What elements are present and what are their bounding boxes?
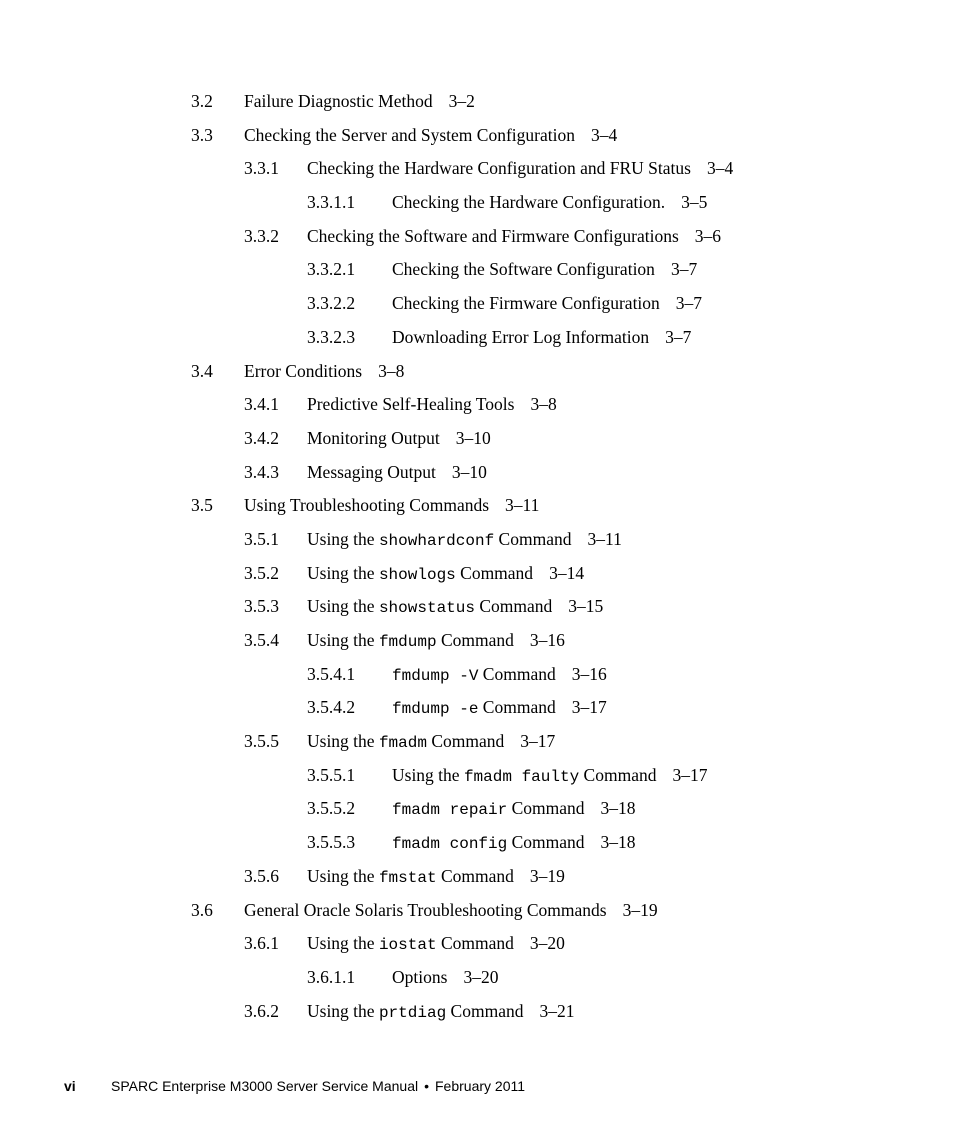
title-text: Command: [494, 528, 572, 549]
toc-entry-number: 3.6.2: [244, 1000, 279, 1021]
toc-entry-title: [244, 84, 475, 118]
toc-entry-title: [307, 859, 565, 895]
toc-entry-page: 3–10: [455, 427, 491, 448]
toc-entry-page: 3–20: [529, 933, 565, 954]
toc-entry[interactable]: [0, 859, 954, 893]
toc-entry[interactable]: [0, 421, 954, 455]
toc-entry-page: 3–17: [672, 764, 708, 785]
toc-entry[interactable]: [0, 185, 954, 219]
toc-entry-title: [392, 758, 707, 794]
toc-entry-title: [307, 421, 491, 455]
toc-entry-number: 3.3.2.1: [307, 259, 356, 280]
footer-bullet: •: [424, 1078, 429, 1094]
title-text: Using the: [307, 1000, 379, 1021]
title-text: Checking the Firmware Configuration: [392, 293, 660, 314]
toc-entry-page: 3–7: [665, 326, 692, 347]
toc-entry-page: 3–8: [378, 360, 405, 381]
toc-entry[interactable]: [0, 455, 954, 489]
toc-entry-number: 3.6.1.1: [307, 966, 356, 987]
toc-entry-page: 3–15: [568, 596, 604, 617]
toc-entry-title: [307, 556, 584, 592]
toc-entry[interactable]: [0, 286, 954, 320]
toc-entry-page: 3–19: [622, 899, 658, 920]
title-text: Command: [579, 764, 657, 785]
toc-entry-page: 3–11: [505, 495, 540, 516]
toc-entry-title: [307, 623, 565, 659]
toc-entry[interactable]: [0, 623, 954, 657]
toc-entry-page: 3–4: [706, 158, 734, 179]
command-name: fmdump: [378, 633, 437, 651]
toc-entry-page: 3–7: [675, 293, 703, 314]
title-text: Using the: [307, 933, 379, 954]
title-text: Command: [436, 630, 514, 650]
toc-entry-page: 3–16: [571, 663, 607, 684]
toc-entry-page: 3–19: [529, 865, 565, 886]
toc-entry-number: 3.4.3: [244, 461, 279, 482]
title-text: Checking the Hardware Configuration and FRU Status: [307, 158, 691, 179]
toc-entry-number: 3.5.3: [244, 596, 279, 617]
toc-entry-title: [244, 893, 658, 927]
toc-entry-number: 3.5.5: [244, 731, 279, 752]
toc-entry-title: [307, 387, 557, 421]
toc-entry-title: [392, 825, 636, 861]
toc-entry-title: [307, 724, 555, 760]
toc-entry[interactable]: [0, 758, 954, 792]
toc-entry-page: 3–11: [587, 528, 622, 549]
toc-entry[interactable]: [0, 589, 954, 623]
toc-entry[interactable]: [0, 522, 954, 556]
title-text: Using the: [307, 562, 379, 583]
toc-entry-title: [392, 286, 702, 320]
title-text: Checking the Software Configuration: [392, 259, 655, 280]
toc-entry-title: [244, 118, 617, 152]
title-text: Command: [478, 697, 556, 718]
toc-entry-page: 3–7: [670, 259, 698, 280]
toc-entry-title: [307, 455, 487, 489]
title-text: Command: [474, 596, 553, 617]
toc-entry[interactable]: [0, 118, 954, 152]
toc-entry[interactable]: [0, 219, 954, 253]
title-text: Checking the Hardware Configuration.: [392, 192, 666, 213]
toc-entry-number: 3.4: [191, 360, 213, 381]
title-text: Command: [426, 731, 505, 752]
toc-entry-number: 3.5.4: [244, 630, 279, 650]
toc-entry-title: [307, 219, 721, 253]
toc-entry-page: 3–18: [600, 798, 636, 819]
command-name: fmadm config: [392, 835, 508, 854]
title-text: Command: [455, 562, 534, 583]
page-number: vi: [64, 1078, 76, 1094]
toc-entry-page: 3–17: [571, 697, 607, 718]
toc-entry-page: 3–17: [520, 731, 556, 752]
title-text: Checking the Software and Firmware Configurations: [307, 225, 679, 246]
toc-entry[interactable]: [0, 994, 954, 1028]
toc-entry-title: [307, 522, 622, 558]
toc-entry-number: 3.5: [191, 495, 213, 516]
toc-entry-number: 3.5.2: [244, 562, 279, 583]
toc-entry[interactable]: [0, 690, 954, 724]
title-text: Using Troubleshooting Commands: [244, 495, 490, 516]
title-text: Command: [507, 798, 585, 819]
toc-entry-number: 3.5.6: [244, 865, 279, 886]
title-text: Using the: [307, 528, 379, 549]
title-text: Using the: [392, 764, 464, 785]
title-text: Using the: [307, 731, 379, 752]
toc-entry-page: 3–5: [681, 192, 708, 213]
command-name: fmadm faulty: [463, 767, 580, 786]
manual-title: SPARC Enterprise M3000 Server Service Manual: [111, 1078, 419, 1094]
toc-entry-page: 3–6: [694, 225, 722, 246]
toc-entry[interactable]: [0, 657, 954, 691]
title-text: Command: [436, 933, 514, 954]
title-text: Messaging Output: [307, 461, 436, 482]
toc-entry[interactable]: [0, 151, 954, 185]
command-name: showhardconf: [378, 531, 495, 550]
command-name: fmdump -e: [392, 700, 479, 719]
toc-entry-page: 3–8: [530, 394, 557, 415]
toc-entry-number: 3.3.2: [244, 225, 279, 246]
toc-entry-number: 3.5.4.1: [307, 663, 356, 684]
toc-entry-page: 3–4: [590, 124, 618, 145]
toc-entry[interactable]: [0, 791, 954, 825]
toc-entry-number: 3.2: [191, 91, 213, 111]
command-name: showlogs: [378, 565, 456, 584]
toc-entry-title: [392, 252, 697, 286]
toc-entry-number: 3.4.2: [244, 427, 279, 448]
command-name: prtdiag: [378, 1003, 447, 1022]
toc-entry-title: [307, 589, 603, 625]
footer-text: [111, 1078, 525, 1094]
title-text: Command: [507, 832, 585, 853]
toc-entry-title: [392, 791, 636, 827]
toc-entry[interactable]: [0, 252, 954, 286]
toc-entry-title: [392, 320, 691, 354]
toc-entry[interactable]: [0, 724, 954, 758]
table-of-contents: [0, 84, 954, 1027]
title-text: Using the: [307, 630, 379, 650]
toc-entry-number: 3.4.1: [244, 394, 279, 415]
title-text: Downloading Error Log Information: [392, 326, 650, 347]
command-name: fmadm: [378, 734, 427, 753]
toc-entry-page: 3–18: [600, 832, 636, 853]
toc-entry-page: 3–20: [463, 966, 499, 987]
title-text: General Oracle Solaris Troubleshooting Commands: [244, 899, 607, 920]
title-text: Command: [478, 663, 556, 684]
toc-entry-number: 3.6.1: [244, 933, 279, 954]
toc-entry-number: 3.5.5.3: [307, 832, 356, 853]
title-text: Checking the Server and System Configuration: [244, 124, 575, 145]
title-text: Command: [436, 865, 514, 886]
title-text: Command: [446, 1000, 524, 1021]
toc-entry-title: [392, 690, 607, 726]
toc-entry-number: 3.3.1.1: [307, 192, 356, 213]
publication-date: February 2011: [435, 1078, 526, 1094]
toc-entry-number: 3.3: [191, 124, 213, 145]
toc-entry-number: 3.3.2.2: [307, 293, 356, 314]
toc-entry-page: 3–14: [549, 562, 585, 583]
toc-entry[interactable]: [0, 354, 954, 388]
title-text: Monitoring Output: [307, 427, 440, 448]
title-text: Options: [392, 966, 448, 987]
toc-entry[interactable]: [0, 893, 954, 927]
title-text: Failure Diagnostic Method: [244, 91, 433, 111]
toc-entry-title: [392, 185, 707, 219]
toc-entry-title: [392, 960, 498, 994]
toc-entry[interactable]: [0, 387, 954, 421]
command-name: fmdump -V: [392, 666, 479, 685]
command-name: fmstat: [378, 868, 437, 887]
command-name: fmadm repair: [392, 801, 508, 820]
toc-entry[interactable]: [0, 320, 954, 354]
toc-entry-number: 3.5.4.2: [307, 697, 356, 718]
toc-entry[interactable]: [0, 84, 954, 118]
title-text: Using the: [307, 596, 379, 617]
toc-entry-title: [392, 657, 607, 693]
toc-entry-title: [307, 994, 574, 1030]
command-name: iostat: [378, 936, 437, 955]
toc-entry-page: 3–2: [448, 91, 475, 111]
title-text: Predictive Self-Healing Tools: [307, 394, 515, 415]
toc-entry-number: 3.5.5.1: [307, 764, 356, 785]
toc-entry[interactable]: [0, 825, 954, 859]
toc-entry-number: 3.5.1: [244, 528, 279, 549]
toc-entry[interactable]: [0, 488, 954, 522]
toc-entry[interactable]: [0, 556, 954, 590]
toc-entry-page: 3–16: [529, 630, 565, 650]
toc-entry-title: [244, 354, 404, 388]
title-text: Error Conditions: [244, 360, 363, 381]
toc-entry-title: [307, 151, 733, 185]
toc-entry-page: 3–10: [451, 461, 487, 482]
command-name: showstatus: [378, 599, 475, 618]
toc-entry[interactable]: [0, 960, 954, 994]
toc-entry-title: [307, 926, 565, 962]
toc-entry-title: [244, 488, 539, 522]
toc-entry-number: 3.5.5.2: [307, 798, 356, 819]
toc-entry-number: 3.3.1: [244, 158, 279, 179]
toc-entry-number: 3.3.2.3: [307, 326, 356, 347]
toc-entry-number: 3.6: [191, 899, 213, 920]
title-text: Using the: [307, 865, 379, 886]
toc-entry[interactable]: [0, 926, 954, 960]
toc-entry-page: 3–21: [539, 1000, 575, 1021]
